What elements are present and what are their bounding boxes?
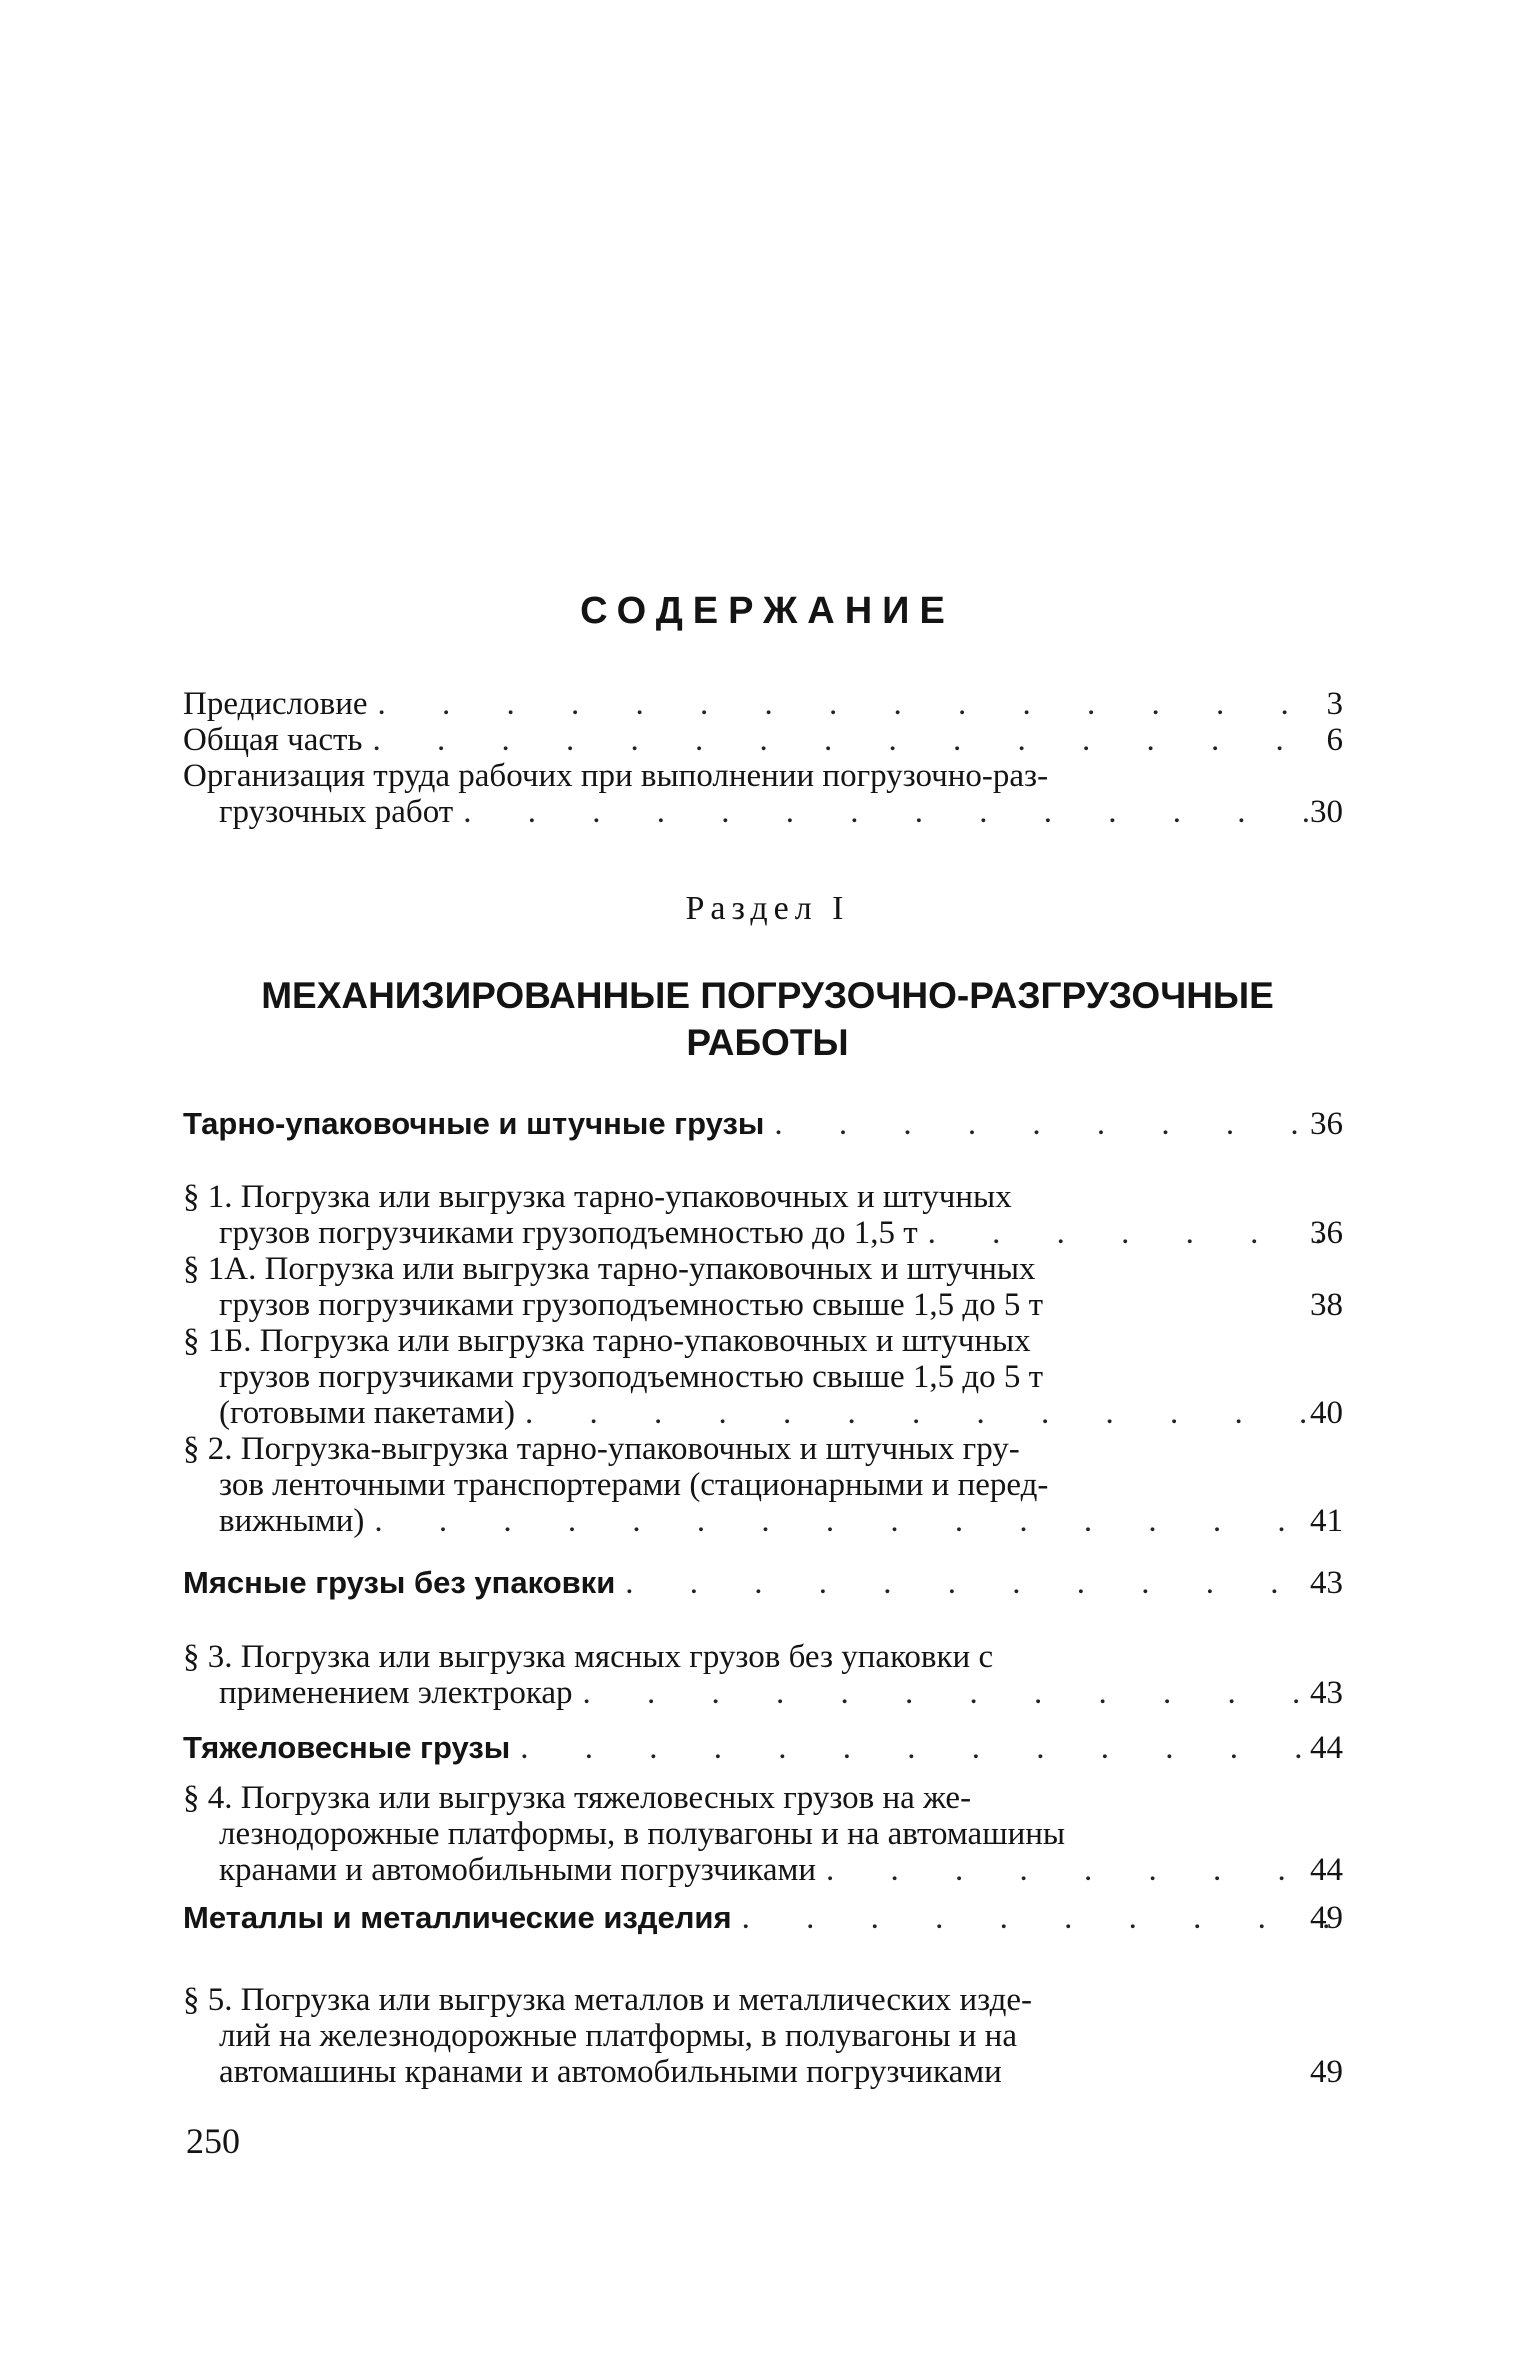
toc-entry-text: зов ленточными транспортерами (стационарными и перед- [219,1467,1049,1503]
toc-entry [183,1323,1343,1431]
toc-page-number: 6 [1326,722,1343,758]
toc-page-number: 44 [1310,1852,1343,1888]
toc-entry-text: лий на железнодорожные платформы, в полувагоны и на [219,2018,1017,2054]
toc-page-number: 36 [1310,1215,1343,1251]
toc-entry [183,1780,1343,1888]
toc-group-heading [183,1730,1343,1766]
toc-page-number: 36 [1310,1106,1343,1142]
toc-entry-text: лезнодорожные платформы, в полувагоны и на автомашины [219,1816,1066,1852]
toc-entry-text: § 5. Погрузка или выгрузка металлов и металлических изде- [183,1982,1033,2018]
toc-page-number: 43 [1310,1565,1343,1601]
toc-entry-text: грузов погрузчиками грузоподъемностью свыше 1,5 до 5 т [219,1287,1044,1323]
section-label: Раздел I [685,890,850,927]
toc-page-number: 49 [1310,1900,1343,1936]
toc-page-number: 43 [1310,1675,1343,1711]
toc-page-number: 41 [1310,1503,1343,1539]
toc-entry-text: грузочных работ [219,794,454,830]
toc-page-number: 3 [1326,686,1343,722]
toc-group-heading [183,1106,1343,1142]
toc-group-title: Мясные грузы без упаковки [183,1565,616,1600]
toc-entry-preface [183,686,1343,722]
toc-entry-text: (готовыми пакетами) [219,1395,515,1431]
toc-entry [183,1639,1343,1711]
toc-entry-text: кранами и автомобильными погрузчиками [219,1852,817,1888]
toc-entry-text: грузов погрузчиками грузоподъемностью до 1,5 т [219,1215,918,1251]
toc-page-number: 49 [1310,2054,1343,2090]
toc-page-number: 30 [1310,794,1343,830]
toc-group-heading [183,1565,1343,1601]
toc-entry-text: грузов погрузчиками грузоподъемностью свыше 1,5 до 5 т [219,1359,1044,1395]
toc-entry [183,1251,1343,1323]
toc-page-number: 40 [1310,1395,1343,1431]
toc-group-title: Металлы и металлические изделия [183,1900,732,1935]
toc-entry-organization [183,758,1343,830]
toc-entry [183,1179,1343,1251]
toc-group-title: Тарно-упаковочные и штучные грузы [183,1106,765,1141]
toc-page-number: 38 [1310,1287,1343,1323]
section-title: РАБОТЫ [686,1022,849,1063]
toc-entry-text: Организация труда рабочих при выполнении погрузочно-раз- [183,758,1049,794]
toc-group-title: Тяжеловесные грузы [183,1730,511,1765]
section-title: МЕХАНИЗИРОВАННЫЕ ПОГРУЗОЧНО-РАЗГРУЗОЧНЫЕ [261,975,1274,1016]
toc-entry-text: Предисловие [183,686,368,722]
toc-entry-text: § 3. Погрузка или выгрузка мясных грузов без упаковки с [183,1639,994,1675]
toc-entry-text: Общая часть [183,722,363,758]
toc-entry [183,1431,1343,1539]
toc-entry-text: § 1А. Погрузка или выгрузка тарно-упаковочных и штучных [183,1251,1036,1287]
toc-entry-text: § 2. Погрузка-выгрузка тарно-упаковочных и штучных гру- [183,1431,1020,1467]
toc-entry-text: автомашины кранами и автомобильными погрузчиками [219,2054,1002,2090]
toc-group-heading [183,1900,1343,1936]
toc-entry-text: применением электрокар [219,1675,573,1711]
page-title: СОДЕРЖАНИЕ [580,590,955,632]
toc-entry [183,1982,1343,2090]
toc-entry-text: § 4. Погрузка или выгрузка тяжеловесных грузов на же- [183,1780,972,1816]
toc-entry-text: § 1Б. Погрузка или выгрузка тарно-упаковочных и штучных [183,1323,1031,1359]
toc-entry-text: § 1. Погрузка или выгрузка тарно-упаковочных и штучных [183,1179,1012,1215]
toc-page-number: 44 [1310,1730,1343,1766]
toc-entry-text: вижными) [219,1503,365,1539]
page-number: 250 [186,2121,240,2161]
toc-entry-general [183,722,1343,758]
